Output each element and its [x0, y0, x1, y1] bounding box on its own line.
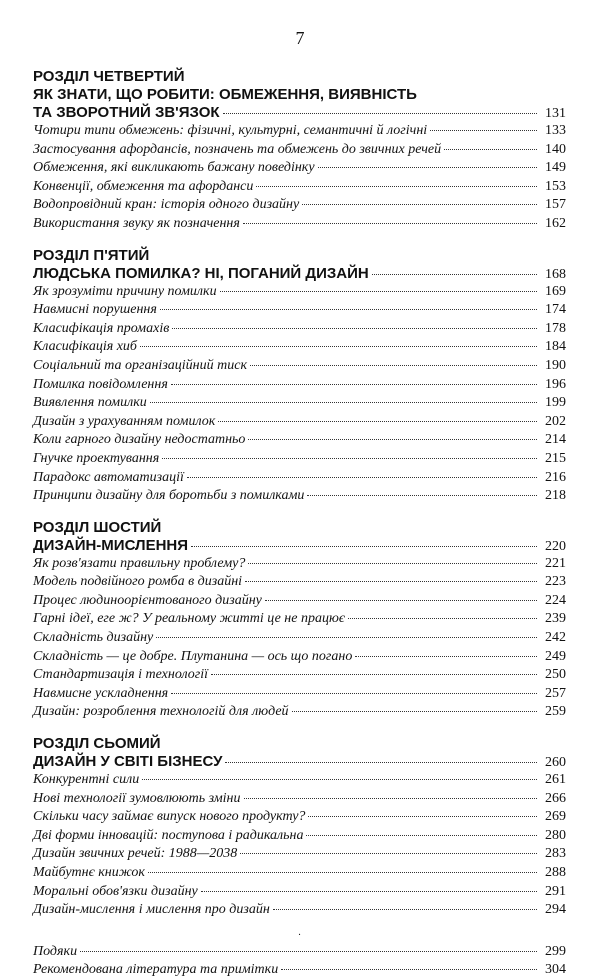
dot-leader	[306, 835, 537, 836]
toc-entry[interactable]	[33, 196, 566, 215]
dot-leader	[318, 167, 537, 168]
entry-page: 280	[545, 827, 566, 843]
dot-leader	[171, 384, 537, 385]
dot-leader	[160, 309, 537, 310]
toc-entry[interactable]	[33, 215, 566, 234]
dot-leader	[372, 274, 537, 275]
entry-title: Як розв'язати правильну проблему?	[33, 555, 246, 571]
chapter-page: 220	[545, 538, 566, 554]
chapter-title: ДИЗАЙН У СВІТІ БІЗНЕСУ	[33, 753, 223, 771]
toc-entry[interactable]	[33, 487, 566, 506]
entry-page: 153	[545, 178, 566, 194]
entry-title: Дизайн-мислення і мислення про дизайн	[33, 902, 270, 918]
entry-page: 133	[545, 123, 566, 138]
dot-leader	[430, 130, 537, 131]
dot-leader	[273, 909, 537, 910]
chapter-title: ТА ЗВОРОТНИЙ ЗВ'ЯЗОК	[33, 104, 220, 121]
dot-leader	[355, 656, 537, 657]
dot-leader	[308, 816, 537, 817]
toc-entry[interactable]	[33, 808, 566, 827]
entry-title: Чотири типи обмежень: фізичні, культурні, семантичні й логічні	[33, 123, 428, 138]
dot-leader	[248, 563, 537, 564]
chapter-title: ЯК ЗНАТИ, ЩО РОБИТИ: ОБМЕЖЕННЯ, ВИЯВНІСТЬ	[33, 86, 417, 103]
toc-entry[interactable]	[33, 771, 566, 790]
entry-page: 259	[545, 704, 566, 720]
back-matter	[33, 943, 566, 980]
dot-leader	[187, 477, 537, 478]
entry-page: 215	[545, 450, 566, 466]
toc-entry[interactable]	[33, 592, 566, 611]
toc-entry[interactable]	[33, 666, 566, 685]
toc-entry[interactable]	[33, 555, 566, 574]
entry-page: 266	[545, 790, 566, 806]
dot-leader	[248, 439, 537, 440]
dot-leader	[220, 291, 537, 292]
chapter-title: ЛЮДСЬКА ПОМИЛКА? НІ, ПОГАНИЙ ДИЗАЙН	[33, 264, 369, 282]
entry-title: Помилка повідомлення	[33, 376, 168, 392]
entry-page: 261	[545, 772, 566, 788]
chapter-page: 168	[545, 266, 566, 282]
entry-title: Дизайн з урахуванням помилок	[33, 413, 216, 429]
dot-leader	[223, 113, 537, 114]
dot-leader	[172, 328, 537, 329]
chapter-section	[33, 247, 566, 506]
dot-leader	[162, 458, 537, 459]
dot-leader	[156, 637, 537, 638]
entry-title: Процес людиноорієнтованого дизайну	[33, 592, 262, 608]
toc-entry[interactable]	[33, 883, 566, 902]
entry-title: Гарні ідеї, еге ж? У реальному житті це не працює	[33, 611, 345, 627]
toc-entry[interactable]	[33, 413, 566, 432]
entry-page: 178	[545, 320, 566, 336]
toc-entry[interactable]	[33, 301, 566, 320]
divider-mark: ·	[297, 929, 302, 941]
entry-page: 174	[545, 302, 566, 318]
entry-title: Використання звуку як позначення	[33, 215, 240, 231]
chapter-label: РОЗДІЛ ШОСТИЙ	[33, 518, 162, 536]
dot-leader	[191, 546, 537, 547]
entry-title: Дизайн: розроблення технологій для людей	[33, 704, 289, 720]
entry-title: Скільки часу займає випуск нового продукту?	[33, 809, 306, 825]
entry-title: Конкурентні сили	[33, 772, 140, 788]
entry-page: 162	[545, 215, 566, 231]
chapter-label: РОЗДІЛ СЬОМИЙ	[33, 735, 161, 753]
dot-leader	[292, 711, 537, 712]
chapter-section	[33, 519, 566, 722]
dot-leader	[218, 421, 537, 422]
entry-page: 269	[545, 809, 566, 825]
entry-title: Дизайн звичних речей: 1988—2038	[33, 846, 238, 862]
dot-leader	[243, 223, 537, 224]
entry-title: Обмеження, які викликають бажану поведінку	[33, 160, 315, 176]
toc-entry[interactable]	[33, 961, 566, 980]
toc-entry[interactable]	[33, 178, 566, 197]
entry-title: Класифікація промахів	[33, 320, 170, 336]
toc-entry[interactable]	[33, 845, 566, 864]
toc-entry[interactable]	[33, 376, 566, 395]
toc-entry[interactable]	[33, 159, 566, 178]
toc-entry[interactable]	[33, 338, 566, 357]
entry-page: 283	[545, 846, 566, 862]
chapter-title-entry[interactable]	[33, 104, 566, 122]
chapter-title: ДИЗАЙН-МИСЛЕННЯ	[33, 536, 189, 554]
entry-page: 294	[545, 902, 566, 918]
entry-page: 224	[545, 592, 566, 608]
dot-leader	[225, 762, 537, 763]
dot-leader	[302, 204, 537, 205]
dot-leader	[307, 495, 537, 496]
entry-page: 199	[545, 395, 566, 411]
dot-leader	[256, 186, 537, 187]
toc-entry[interactable]	[33, 703, 566, 722]
entry-page: 242	[545, 630, 566, 646]
toc-entry[interactable]	[33, 827, 566, 846]
toc-entry[interactable]	[33, 141, 566, 160]
toc-entry[interactable]	[33, 790, 566, 809]
entry-title: Навмисне ускладнення	[33, 685, 169, 701]
chapter-title-entry[interactable]	[33, 753, 566, 771]
dot-leader	[140, 346, 537, 347]
dot-leader	[148, 872, 537, 873]
entry-title: Коли гарного дизайну недостатньо	[33, 432, 246, 448]
page-number: 7	[295, 28, 305, 48]
entry-page: 214	[545, 432, 566, 448]
toc-entry[interactable]	[33, 573, 566, 592]
entry-title: Парадокс автоматизації	[33, 469, 184, 485]
toc-entry[interactable]	[33, 629, 566, 648]
entry-title: Складність — це добре. Плутанина — ось що погано	[33, 648, 353, 664]
entry-title: Складність дизайну	[33, 630, 154, 646]
dot-leader	[142, 779, 537, 780]
entry-page: 149	[545, 160, 566, 176]
entry-title: Модель подвійного ромба в дизайні	[33, 574, 243, 590]
entry-page: 196	[545, 376, 566, 392]
entry-page: 257	[545, 685, 566, 701]
entry-page: 169	[545, 283, 566, 299]
entry-page: 157	[545, 197, 566, 213]
toc-entry[interactable]	[33, 431, 566, 450]
entry-page: 250	[545, 667, 566, 683]
entry-title: Подяки	[33, 943, 78, 959]
entry-title: Стандартизація і технології	[33, 667, 208, 683]
entry-title: Дві форми інновацій: поступова і радикальна	[33, 827, 304, 843]
entry-page: 140	[545, 141, 566, 157]
toc-entry[interactable]	[33, 901, 566, 920]
chapter-section	[33, 735, 566, 920]
chapter-page: 131	[545, 106, 566, 121]
entry-title: Принципи дизайну для боротьби з помилками	[33, 488, 305, 504]
entry-page: 239	[545, 611, 566, 627]
toc-entry[interactable]	[33, 283, 566, 302]
entry-page: 288	[545, 865, 566, 880]
dot-leader	[444, 149, 537, 150]
dot-leader	[250, 365, 537, 366]
chapter-section	[33, 68, 566, 234]
entry-page: 291	[545, 883, 566, 899]
toc-entry[interactable]	[33, 469, 566, 488]
dot-leader	[80, 951, 537, 952]
dot-leader	[150, 402, 537, 403]
entry-title: Виявлення помилки	[33, 395, 147, 411]
entry-title: Соціальний та організаційний тиск	[33, 357, 247, 373]
entry-title: Застосування афордансів, позначень та обмежень до звичних речей	[33, 141, 442, 157]
toc-entry[interactable]	[33, 648, 566, 667]
dot-leader	[245, 581, 537, 582]
toc-entry[interactable]	[33, 394, 566, 413]
toc-entry[interactable]	[33, 864, 566, 883]
entry-page: 218	[545, 488, 566, 504]
entry-title: Гнучке проектування	[33, 450, 160, 466]
dot-leader	[201, 891, 537, 892]
entry-page: 221	[545, 555, 566, 571]
dot-leader	[211, 674, 537, 675]
entry-page: 304	[545, 962, 566, 978]
toc-entry[interactable]	[33, 122, 566, 141]
dot-leader	[244, 798, 538, 799]
chapter-label: РОЗДІЛ ЧЕТВЕРТИЙ	[33, 68, 185, 85]
dot-leader	[171, 693, 537, 694]
entry-page: 299	[545, 943, 566, 959]
dot-leader	[240, 853, 537, 854]
chapter-label: РОЗДІЛ П'ЯТИЙ	[33, 246, 150, 264]
toc-entry[interactable]	[33, 943, 566, 962]
entry-page: 184	[545, 339, 566, 355]
entry-page: 249	[545, 648, 566, 664]
chapter-page: 260	[545, 755, 566, 771]
toc-entry[interactable]	[33, 610, 566, 629]
entry-title: Нові технології зумовлюють зміни	[33, 790, 241, 806]
entry-page: 216	[545, 469, 566, 485]
entry-page: 202	[545, 413, 566, 429]
entry-page: 190	[545, 357, 566, 373]
entry-title: Водопровідний кран: історія одного дизайну	[33, 197, 300, 213]
entry-title: Конвенції, обмеження та афорданси	[33, 178, 254, 194]
toc-entry[interactable]	[33, 357, 566, 376]
toc-entry[interactable]	[33, 320, 566, 339]
entry-title: Рекомендована література та примітки	[33, 962, 279, 978]
chapter-title-entry[interactable]	[33, 537, 566, 555]
entry-title: Як зрозуміти причину помилки	[33, 283, 217, 299]
entry-title: Моральні обов'язки дизайну	[33, 883, 198, 899]
toc-entry[interactable]	[33, 450, 566, 469]
entry-title: Класифікація хиб	[33, 339, 137, 355]
entry-page: 223	[545, 574, 566, 590]
entry-title: Майбутнє книжок	[33, 865, 145, 880]
toc-entry[interactable]	[33, 685, 566, 704]
table-of-contents	[33, 68, 566, 980]
dot-leader	[348, 618, 537, 619]
entry-title: Навмисні порушення	[33, 302, 157, 318]
chapter-title-entry[interactable]	[33, 265, 566, 283]
dot-leader	[265, 600, 537, 601]
